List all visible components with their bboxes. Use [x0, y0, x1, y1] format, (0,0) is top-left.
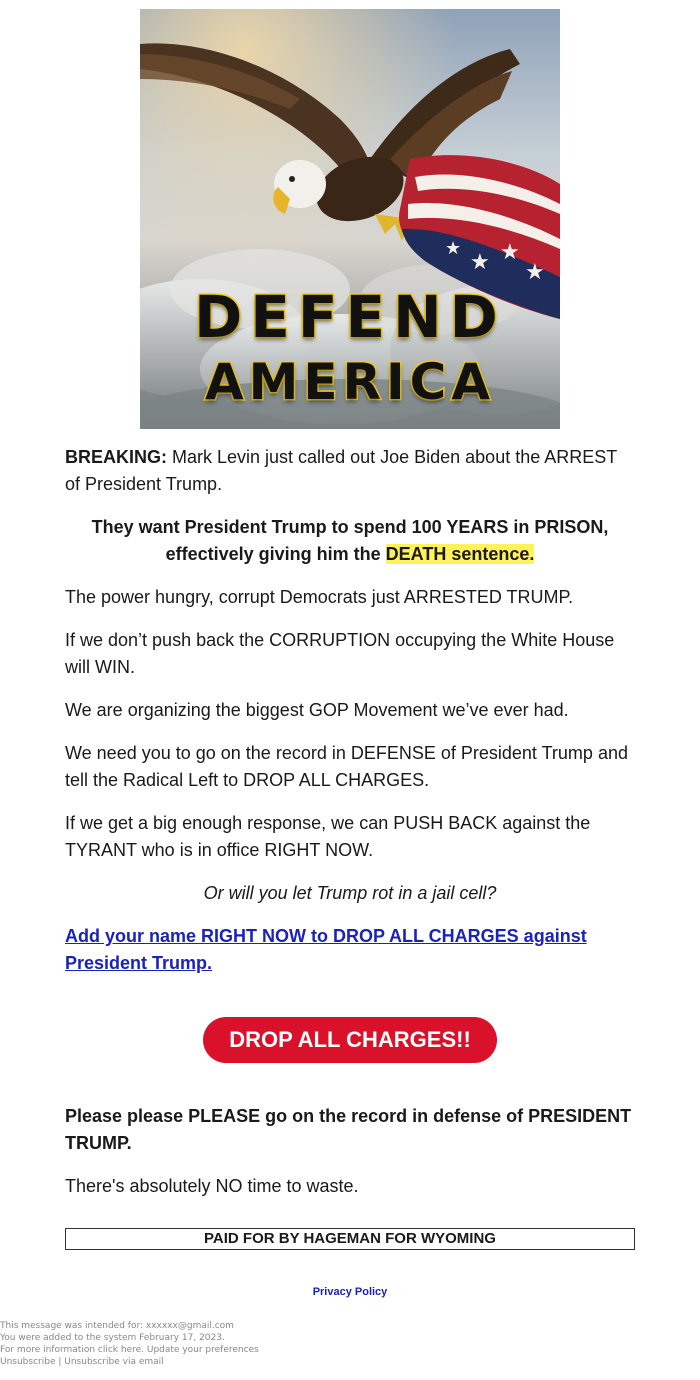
cta-link-paragraph: [65, 923, 635, 977]
email-body: [65, 444, 635, 1300]
add-name-link[interactable]: Add your name RIGHT NOW to DROP ALL CHARGES against President Trump.: [65, 926, 587, 973]
button-wrapper: [65, 1017, 635, 1063]
footer: [0, 1320, 259, 1368]
svg-text:★: ★: [445, 238, 462, 259]
plea-paragraph: [65, 1103, 635, 1157]
no-time-paragraph: There's absolutely NO time to waste.: [65, 1176, 359, 1196]
plea-text-c: go on the record in defense of PRESIDENT TRUMP.: [65, 1106, 632, 1153]
svg-text:★: ★: [500, 240, 520, 265]
svg-text:★: ★: [525, 260, 545, 285]
footer-separator: |: [55, 1357, 65, 1367]
footer-intended-for: This message was intended for: xxxxxx@gmail.com: [0, 1321, 234, 1331]
drop-all-charges-button[interactable]: DROP ALL CHARGES!!: [203, 1017, 497, 1063]
footer-added-date: You were added to the system February 17, 2023.: [0, 1333, 225, 1343]
footer-unsubscribe-row: [0, 1356, 259, 1368]
hero-title-line-1: DEFEND: [194, 283, 506, 351]
breaking-label: BREAKING:: [65, 447, 167, 467]
breaking-paragraph: [65, 444, 635, 498]
paragraph-3: We are organizing the biggest GOP Movement we’ve ever had.: [65, 700, 569, 720]
unsubscribe-link[interactable]: Unsubscribe: [0, 1357, 56, 1367]
plea-text-a: Please please: [65, 1106, 189, 1126]
paid-for-disclaimer: PAID FOR BY HAGEMAN FOR WYOMING: [65, 1228, 635, 1250]
paragraph-5: If we get a big enough response, we can PUSH BACK against the TYRANT who is in office RIGHT NOW.: [65, 813, 591, 860]
hero-title-line-2: AMERICA: [204, 353, 496, 411]
headline-text: They want President Trump to spend 100 YEARS in PRISON, effectively giving him the: [91, 517, 609, 564]
italic-question: Or will you let Trump rot in a jail cell?: [203, 883, 497, 903]
breaking-text: Mark Levin just called out Joe Biden about the ARREST of President Trump.: [65, 447, 617, 494]
paragraph-2: If we don’t push back the CORRUPTION occupying the White House will WIN.: [65, 630, 615, 677]
headline: [65, 514, 635, 568]
hero-image: [140, 9, 560, 429]
paragraph-1: The power hungry, corrupt Democrats just ARRESTED TRUMP.: [65, 587, 574, 607]
paragraph-4: We need you to go on the record in DEFENSE of President Trump and tell the Radical Left to DROP ALL CHARGES.: [65, 743, 628, 790]
plea-text-b: PLEASE: [188, 1106, 261, 1126]
svg-text:★: ★: [470, 250, 490, 275]
headline-highlight: DEATH sentence.: [385, 544, 535, 564]
unsubscribe-email-link[interactable]: Unsubscribe via email: [64, 1357, 164, 1367]
privacy-wrapper: [65, 1282, 635, 1300]
privacy-policy-link[interactable]: Privacy Policy: [312, 1286, 388, 1298]
footer-more-info[interactable]: For more information click here. Update your preferences: [0, 1345, 259, 1355]
